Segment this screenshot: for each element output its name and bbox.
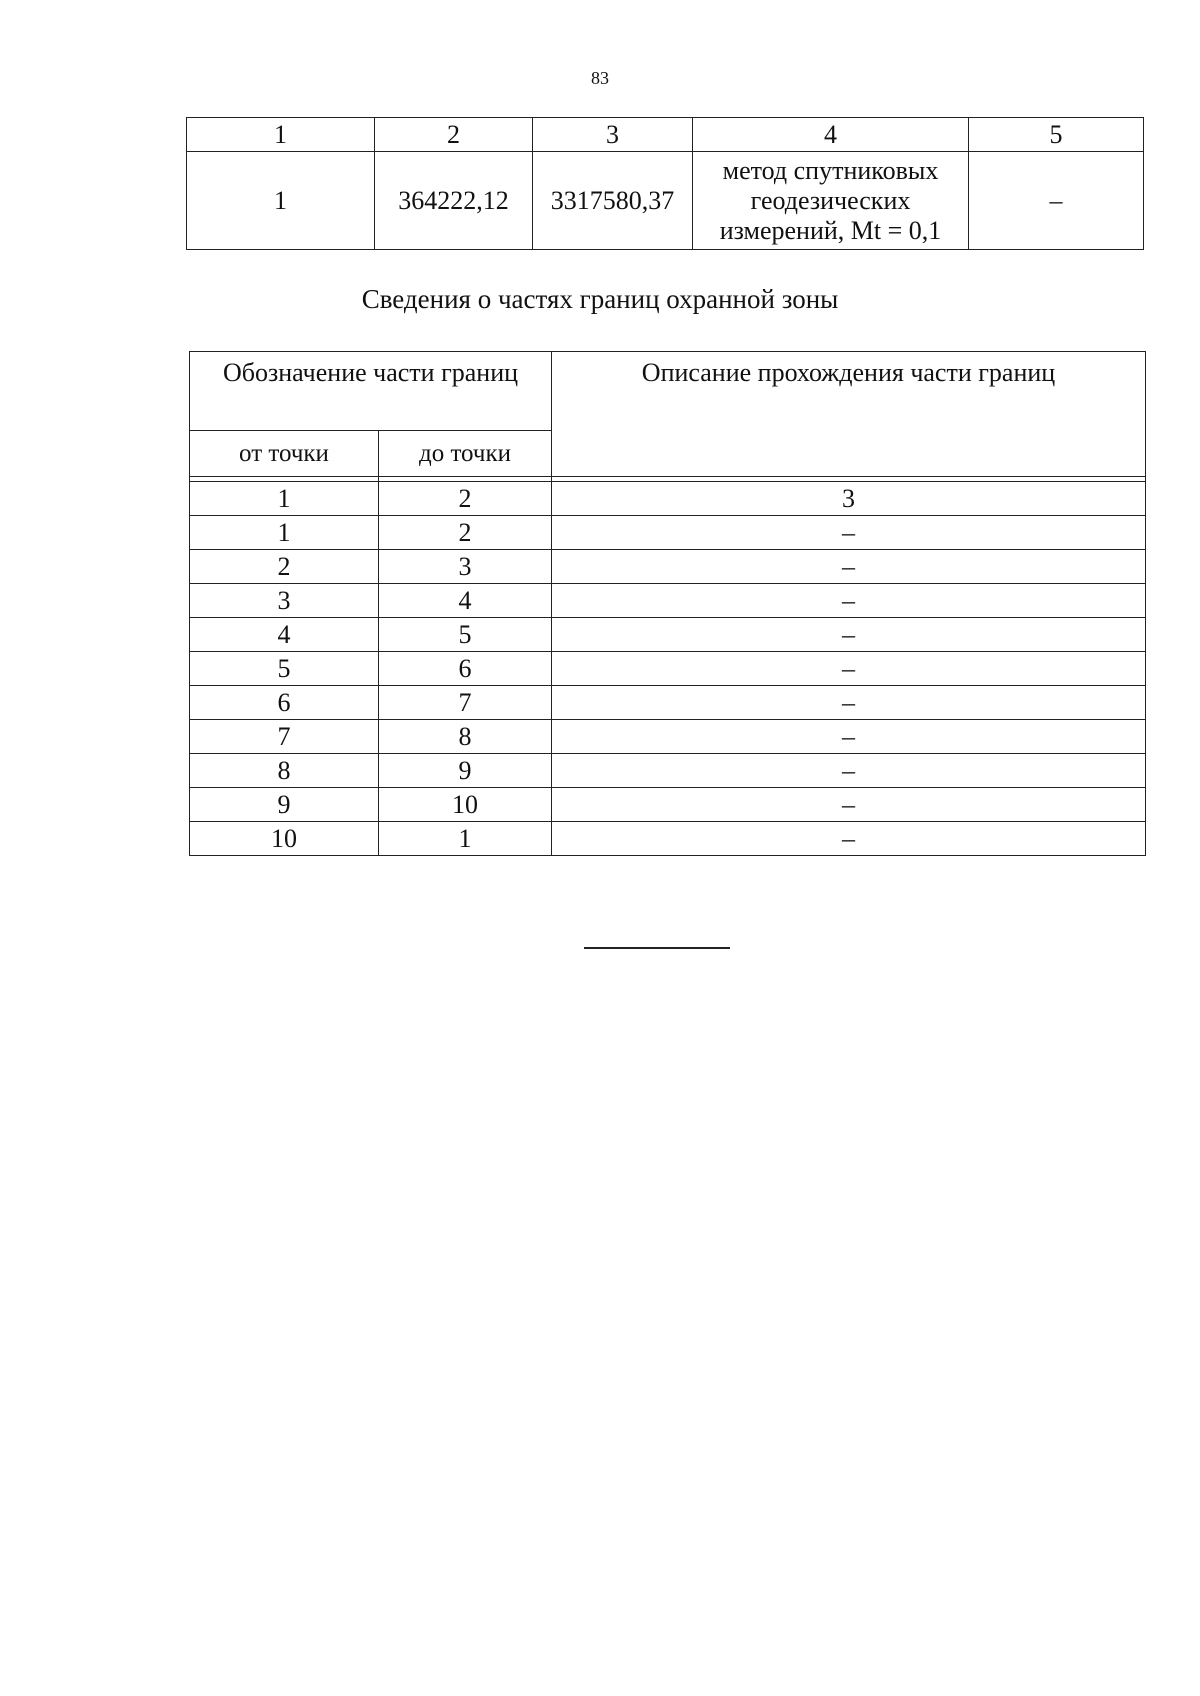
from-point: 3	[190, 584, 379, 618]
part-description: –	[552, 516, 1146, 550]
part-description: –	[552, 754, 1146, 788]
to-point: 4	[379, 584, 552, 618]
to-point: 5	[379, 618, 552, 652]
table-row	[190, 686, 1146, 720]
from-point: 5	[190, 652, 379, 686]
point-number: 1	[187, 152, 375, 250]
from-point: 4	[190, 618, 379, 652]
table-row	[190, 822, 1146, 856]
to-point: 7	[379, 686, 552, 720]
note-cell: –	[969, 152, 1144, 250]
to-point: 2	[379, 516, 552, 550]
table-row	[190, 754, 1146, 788]
to-point: 6	[379, 652, 552, 686]
from-point: 9	[190, 788, 379, 822]
closing-rule	[584, 947, 730, 949]
part-description: –	[552, 788, 1146, 822]
header-to-point: до точки	[379, 431, 552, 477]
table-row	[187, 152, 1144, 250]
to-point: 8	[379, 720, 552, 754]
table-row	[190, 516, 1146, 550]
table-row	[190, 652, 1146, 686]
column-number: 4	[693, 118, 969, 152]
header-from-point: от точки	[190, 431, 379, 477]
column-number: 3	[533, 118, 693, 152]
header-part-designation: Обозначение части границ	[190, 352, 552, 431]
table-row	[190, 788, 1146, 822]
coordinate-x: 364222,12	[375, 152, 533, 250]
column-number: 2	[379, 482, 552, 516]
from-point: 10	[190, 822, 379, 856]
part-description: –	[552, 584, 1146, 618]
method-line: измерений, Mt = 0,1	[719, 215, 942, 245]
table-row	[190, 550, 1146, 584]
part-description: –	[552, 822, 1146, 856]
table-header-row	[190, 352, 1146, 431]
from-point: 2	[190, 550, 379, 584]
boundary-parts-table	[189, 351, 1146, 856]
column-number: 1	[187, 118, 375, 152]
part-description: –	[552, 550, 1146, 584]
from-point: 1	[190, 516, 379, 550]
table-header-row	[187, 118, 1144, 152]
coordinate-y: 3317580,37	[533, 152, 693, 250]
table-row	[190, 720, 1146, 754]
column-number: 2	[375, 118, 533, 152]
section-title: Сведения о частях границ охранной зоны	[361, 284, 839, 314]
coordinates-table	[186, 117, 1144, 250]
page-number: 83	[591, 68, 609, 88]
method-line: метод спутниковых	[722, 155, 939, 185]
table-row	[190, 584, 1146, 618]
to-point: 3	[379, 550, 552, 584]
measurement-method	[693, 152, 969, 250]
to-point: 9	[379, 754, 552, 788]
table-row	[190, 618, 1146, 652]
to-point: 1	[379, 822, 552, 856]
part-description: –	[552, 686, 1146, 720]
method-line: геодезических	[750, 185, 911, 215]
part-description: –	[552, 720, 1146, 754]
from-point: 8	[190, 754, 379, 788]
header-part-description: Описание прохождения части границ	[552, 352, 1146, 477]
column-number: 1	[190, 482, 379, 516]
from-point: 7	[190, 720, 379, 754]
column-number: 3	[552, 482, 1146, 516]
column-number: 5	[969, 118, 1144, 152]
from-point: 6	[190, 686, 379, 720]
part-description: –	[552, 618, 1146, 652]
to-point: 10	[379, 788, 552, 822]
part-description: –	[552, 652, 1146, 686]
column-numbering-row	[190, 482, 1146, 516]
